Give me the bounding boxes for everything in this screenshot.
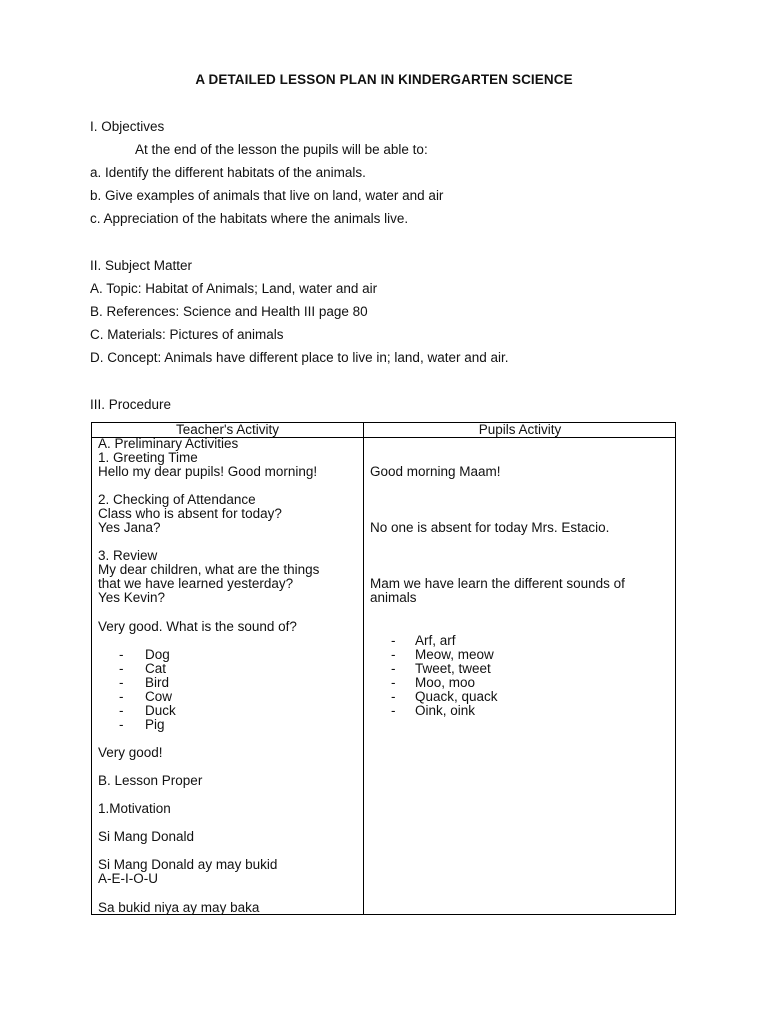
teacher-line: Si Mang Donald ay may bukid (98, 857, 278, 872)
list-dash: - (119, 675, 124, 690)
list-dash: - (391, 661, 396, 676)
subject-matter-item: D. Concept: Animals have different place to live in; land, water and air. (90, 350, 509, 365)
subject-matter-item: A. Topic: Habitat of Animals; Land, water and air (90, 281, 378, 296)
objective-item: c. Appreciation of the habitats where the animals live. (90, 211, 409, 226)
subject-matter-item: C. Materials: Pictures of animals (90, 327, 284, 342)
document-title: A DETAILED LESSON PLAN IN KINDERGARTEN SCIENCE (195, 72, 573, 87)
teacher-line: Class who is absent for today? (98, 506, 282, 521)
pupils-line: No one is absent for today Mrs. Estacio. (370, 520, 610, 535)
teacher-line: 1.Motivation (98, 801, 171, 816)
teacher-line: Yes Kevin? (98, 590, 166, 605)
objectives-intro: At the end of the lesson the pupils will be able to: (135, 142, 428, 157)
sound-item: Moo, moo (415, 675, 476, 690)
sound-item: Quack, quack (415, 689, 498, 704)
teacher-line: My dear children, what are the things (98, 562, 320, 577)
sound-item: Meow, meow (415, 647, 494, 662)
teacher-line: Hello my dear pupils! Good morning! (98, 464, 318, 479)
procedure-heading: III. Procedure (90, 397, 172, 412)
teacher-line: A. Preliminary Activities (98, 436, 239, 451)
animal-item: Bird (145, 675, 170, 690)
teacher-line: 3. Review (98, 548, 158, 563)
sound-item: Arf, arf (415, 633, 456, 648)
list-dash: - (391, 647, 396, 662)
teacher-line: that we have learned yesterday? (98, 576, 294, 591)
list-dash: - (119, 703, 124, 718)
pupils-line: Mam we have learn the different sounds of (370, 576, 625, 591)
list-dash: - (119, 647, 124, 662)
sound-item: Oink, oink (415, 703, 476, 718)
teacher-line: Yes Jana? (98, 520, 161, 535)
animal-item: Cow (145, 689, 173, 704)
list-dash: - (391, 633, 396, 648)
animal-item: Pig (145, 717, 165, 732)
list-dash: - (391, 703, 396, 718)
procedure-table (91, 422, 676, 915)
teacher-line: 1. Greeting Time (98, 450, 198, 465)
teacher-line: Si Mang Donald (98, 829, 195, 844)
list-dash: - (119, 717, 124, 732)
objective-item: a. Identify the different habitats of the animals. (90, 165, 366, 180)
subject-matter-heading: II. Subject Matter (90, 258, 193, 273)
objectives-heading: I. Objectives (90, 119, 165, 134)
animal-item: Cat (145, 661, 167, 676)
teacher-line: Sa bukid niya ay may baka (98, 900, 260, 915)
pupils-line: Good morning Maam! (370, 464, 501, 479)
list-dash: - (119, 661, 124, 676)
list-dash: - (391, 689, 396, 704)
pupils-activity-header: Pupils Activity (478, 422, 562, 437)
teacher-line: Very good. What is the sound of? (98, 619, 297, 634)
objective-item: b. Give examples of animals that live on land, water and air (90, 188, 444, 203)
column-divider (363, 423, 364, 914)
teacher-line: Very good! (98, 745, 163, 760)
teacher-line: A-E-I-O-U (98, 871, 158, 886)
teacher-activity-header: Teacher's Activity (175, 422, 280, 437)
animal-item: Dog (145, 647, 170, 662)
teacher-line: 2. Checking of Attendance (98, 492, 256, 507)
pupils-line: animals (370, 590, 417, 605)
list-dash: - (391, 675, 396, 690)
animal-item: Duck (145, 703, 176, 718)
teacher-line: B. Lesson Proper (98, 773, 203, 788)
subject-matter-item: B. References: Science and Health III page 80 (90, 304, 368, 319)
sound-item: Tweet, tweet (415, 661, 491, 676)
list-dash: - (119, 689, 124, 704)
